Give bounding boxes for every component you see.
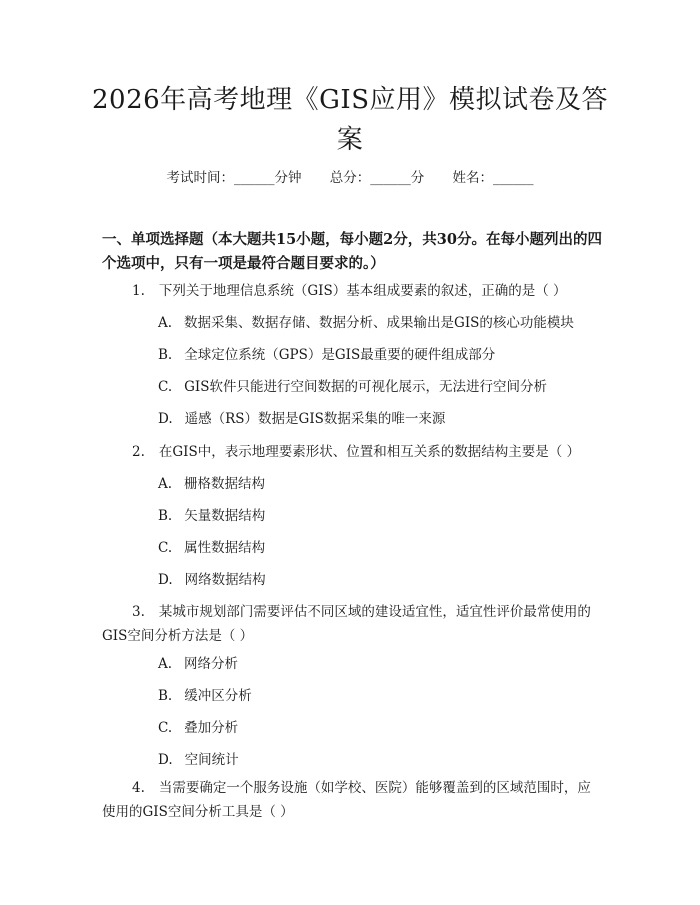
question-2 <box>102 440 600 464</box>
question-3-option-b <box>158 686 598 706</box>
question-2-option-b <box>158 506 598 526</box>
option-letter: D. <box>158 572 173 588</box>
option-letter: C. <box>158 720 173 736</box>
option-text: 全球定位系统（GPS）是GIS最重要的硬件组成部分 <box>184 347 496 363</box>
option-letter: B. <box>158 508 173 524</box>
question-number: 3. <box>132 604 145 620</box>
option-text: GIS软件只能进行空间数据的可视化展示，无法进行空间分析 <box>184 379 548 395</box>
option-text: 数据采集、数据存储、数据分析、成果输出是GIS的核心功能模块 <box>184 315 574 331</box>
option-letter: B. <box>158 347 173 363</box>
question-1-option-b <box>158 345 598 365</box>
question-1 <box>102 279 600 303</box>
question-3-option-d <box>158 750 598 770</box>
option-text: 空间统计 <box>184 752 239 768</box>
option-letter: A. <box>158 656 173 672</box>
option-letter: B. <box>158 688 173 704</box>
question-number: 4. <box>132 780 145 796</box>
option-letter: D. <box>158 752 173 768</box>
question-stem: 下列关于地理信息系统（GIS）基本组成要素的叙述，正确的是（ ） <box>158 283 567 299</box>
option-letter: A. <box>158 476 173 492</box>
question-1-option-a <box>158 313 598 333</box>
option-letter: C. <box>158 540 173 556</box>
option-text: 矢量数据结构 <box>184 508 266 524</box>
question-1-option-d <box>158 409 598 429</box>
option-text: 遥感（RS）数据是GIS数据采集的唯一来源 <box>184 411 446 427</box>
question-2-option-a <box>158 474 598 494</box>
option-letter: A. <box>158 315 173 331</box>
question-number: 2. <box>132 444 145 460</box>
exam-meta <box>0 168 700 188</box>
option-letter: D. <box>158 411 173 427</box>
question-3-option-c <box>158 718 598 738</box>
option-text: 属性数据结构 <box>184 540 266 556</box>
exam-time-label: 考试时间：______分钟 <box>166 170 302 186</box>
exam-title: 2026年高考地理《GIS应用》模拟试卷及答案 <box>91 85 609 155</box>
question-3-option-a <box>158 654 598 674</box>
question-number: 1. <box>132 283 145 299</box>
option-text: 栅格数据结构 <box>184 476 266 492</box>
exam-name-label: 姓名：______ <box>452 170 534 186</box>
exam-score-label: 总分：______分 <box>329 170 425 186</box>
option-text: 网络分析 <box>184 656 239 672</box>
option-letter: C. <box>158 379 173 395</box>
option-text: 网络数据结构 <box>184 572 266 588</box>
question-2-option-c <box>158 538 598 558</box>
question-stem: 在GIS中，表示地理要素形状、位置和相互关系的数据结构主要是（ ） <box>158 444 581 460</box>
option-text: 缓冲区分析 <box>184 688 252 704</box>
question-1-option-c <box>158 377 598 397</box>
question-stem: 某城市规划部门需要评估不同区域的建设适宜性，适宜性评价最常使用的GIS空间分析方法是（ ） <box>102 604 591 644</box>
question-2-option-d <box>158 570 598 590</box>
question-3 <box>102 600 600 648</box>
question-stem: 当需要确定一个服务设施（如学校、医院）能够覆盖到的区域范围时，应使用的GIS空间分析工具是（ ） <box>102 780 591 820</box>
question-4 <box>102 776 600 824</box>
option-text: 叠加分析 <box>184 720 239 736</box>
section-heading: 一、单项选择题（本大题共15小题，每小题2分，共30分。在每小题列出的四个选项中，只有一项是最符合题目要求的。） <box>102 231 602 272</box>
